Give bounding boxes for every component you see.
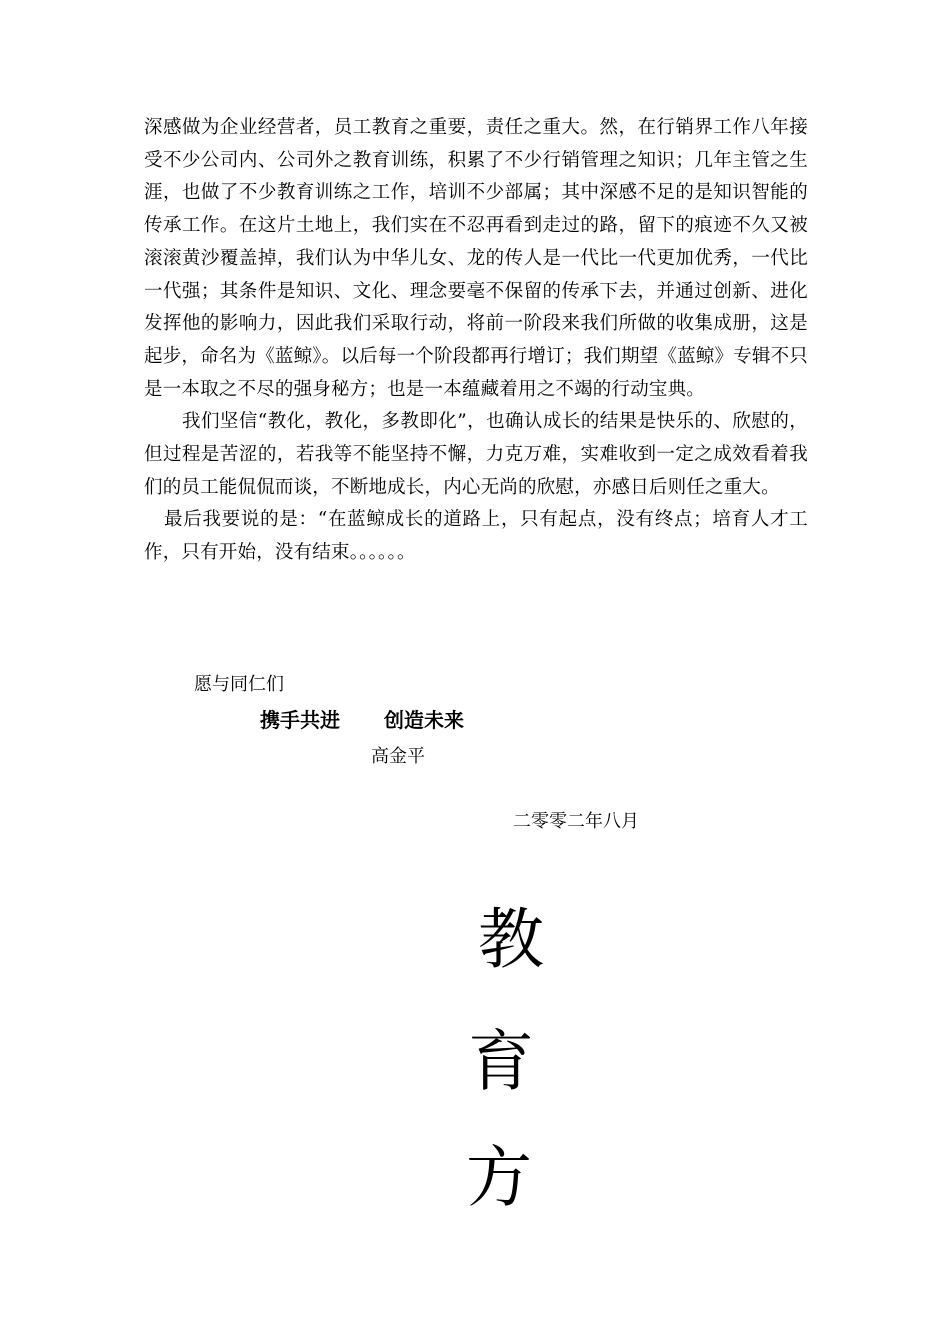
signature-date: 二零零二年八月	[513, 811, 639, 832]
large-title-char-1: 教	[478, 901, 544, 978]
large-title-char-3: 方	[466, 1139, 532, 1216]
preface-paragraph-1: 深感做为企业经营者，员工教育之重要，责任之重大。然，在行销界工作八年接受不少公司内、公司外之教育训练，积累了不少行销管理之知识；几年主管之生涯，也做了不少教育训练之工作，培训不少部属；其中深感不足的是知识智能的传承工作。在这片土地上，我们实在不忍再看到走过的路，留下的痕迹不久又被滚滚黄沙覆盖掉，我们认为中华儿女、龙的传人是一代比一代更加优秀，一代比一代强；其条件是知识、文化、理念要毫不保留的传承下去，并通过创新、进化发挥他的影响力，因此我们采取行动，将前一阶段来我们所做的收集成册，这是起步，命名为《蓝鲸》。以后每一个阶段都再行增订；我们期望《蓝鲸》专辑不只是一本取之不尽的强身秘方；也是一本蕴藏着用之不竭的行动宝典。	[144, 117, 808, 400]
slogan-part-1: 携手共进	[260, 708, 340, 732]
closing-line: 愿与同仁们	[194, 674, 284, 695]
large-title-char-2: 育	[468, 1023, 534, 1100]
preface-body	[144, 112, 808, 570]
slogan	[260, 705, 464, 735]
preface-paragraph-3: 最后我要说的是：“在蓝鲸成长的道路上，只有起点，没有终点；培育人才工作，只有开始，没有结束。。。。。。	[144, 509, 808, 564]
preface-paragraph-2: 我们坚信“教化，教化，多教即化”，也确认成长的结果是快乐的、欣慰的，但过程是苦涩的，若我等不能坚持不懈，力克万难，实难收到一定之成效看着我们的员工能侃侃而谈，不断地成长，内心无尚的欣慰，亦感日后则任之重大。	[144, 411, 808, 498]
author-name: 高金平	[371, 746, 425, 767]
slogan-part-2: 创造未来	[384, 708, 464, 732]
